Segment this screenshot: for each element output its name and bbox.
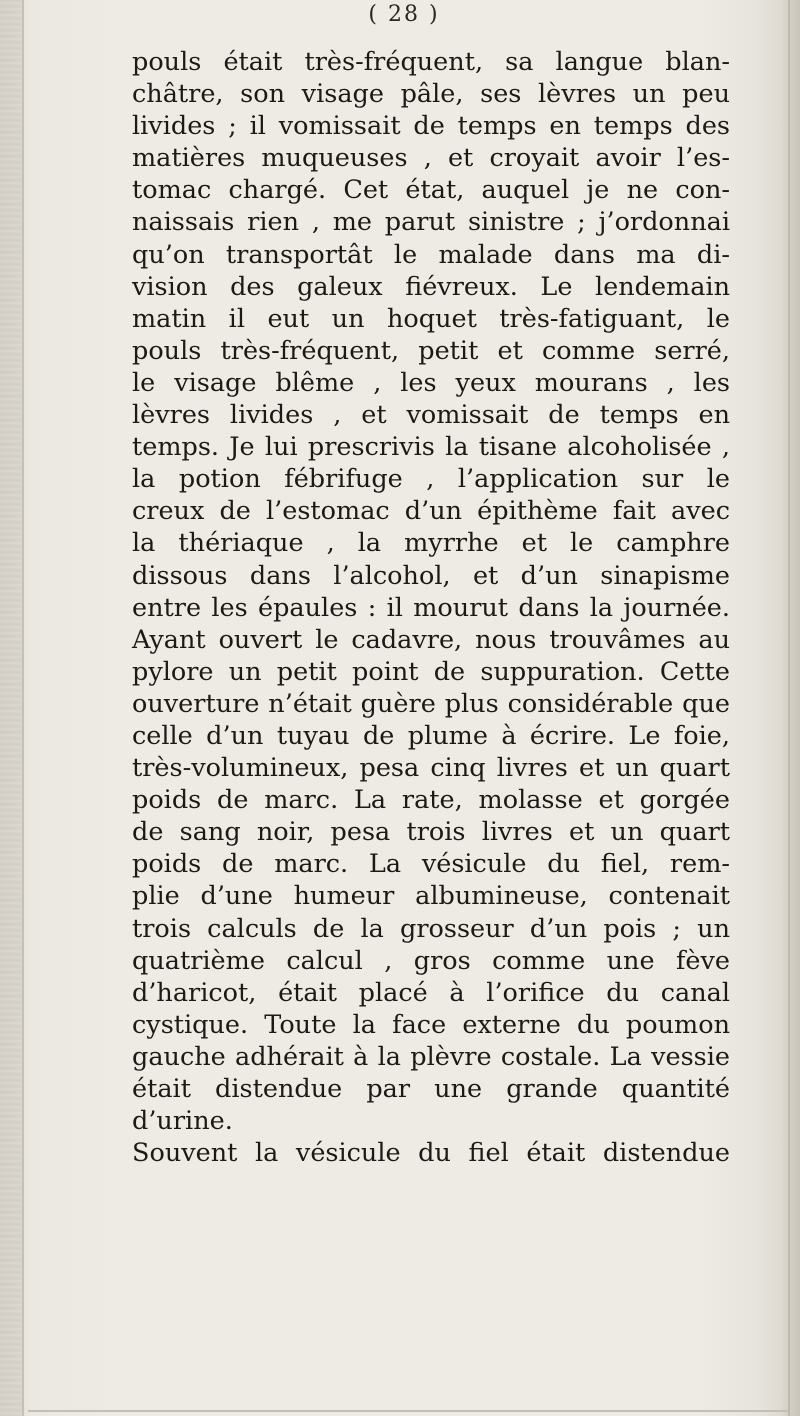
page-number-text: ( 28 ) xyxy=(368,2,440,27)
text-line: de sang noir, pesa trois livres et un quart xyxy=(132,817,730,848)
text-line: creux de l’estomac d’un épithème fait avec xyxy=(132,496,730,527)
page-binding-shadow xyxy=(0,0,24,1416)
text-line: pouls très-fréquent, petit et comme serré, xyxy=(132,335,730,366)
text-line: quatrième calcul , gros comme une fève xyxy=(132,945,730,976)
text-line: était distendue par une grande quantité xyxy=(132,1074,730,1104)
text-line: trois calculs de la grosseur d’un pois ; un xyxy=(132,913,730,944)
text-line: pouls était très-fréquent, sa langue blan- xyxy=(132,47,730,77)
text-line: gauche adhérait à la plèvre costale. La vessie xyxy=(132,1041,730,1072)
text-line: entre les épaules : il mourut dans la journée. xyxy=(132,592,730,623)
text-line: plie d’une humeur albumineuse, contenait xyxy=(132,881,730,912)
text-line: dissous dans l’alcohol, et d’un sinapisme xyxy=(132,560,730,591)
text-line: cystique. Toute la face externe du poumon xyxy=(132,1009,730,1040)
text-line: celle d’un tuyau de plume à écrire. Le foie, xyxy=(132,720,730,751)
page-bottom-edge xyxy=(28,1410,788,1412)
text-line: matières muqueuses , et croyait avoir l’es- xyxy=(132,143,730,174)
text-line: naissais rien , me parut sinistre ; j’ordonnai xyxy=(132,207,730,238)
text-line: qu’on transportât le malade dans ma di- xyxy=(132,239,730,270)
text-line: matin il eut un hoquet très-fatiguant, le xyxy=(132,303,730,334)
page-number xyxy=(0,2,800,27)
text-line: la thériaque , la myrrhe et le camphre xyxy=(132,528,730,559)
text-line: poids de marc. La rate, molasse et gorgée xyxy=(132,785,730,816)
page-edge xyxy=(782,0,800,1416)
text-line: poids de marc. La vésicule du fiel, rem- xyxy=(132,849,730,880)
text-line: d’haricot, était placé à l’orifice du canal xyxy=(132,977,730,1008)
text-line: d’urine. xyxy=(132,1106,233,1137)
text-line: très-volumineux, pesa cinq livres et un quart xyxy=(132,753,730,784)
text-line: Ayant ouvert le cadavre, nous trouvâmes au xyxy=(132,624,730,655)
text-line: châtre, son visage pâle, ses lèvres un peu xyxy=(132,79,730,110)
text-line: le visage blême , les yeux mourans , les xyxy=(132,367,730,398)
text-line: lèvres livides , et vomissait de temps en xyxy=(132,400,730,431)
text-line: livides ; il vomissait de temps en temps des xyxy=(132,111,730,142)
text-line: temps. Je lui prescrivis la tisane alcoholisée , xyxy=(132,432,730,463)
text-line: la potion fébrifuge , l’application sur le xyxy=(132,464,730,495)
body-text xyxy=(132,46,730,1169)
text-line: vision des galeux fiévreux. Le lendemain xyxy=(132,271,730,302)
text-line: pylore un petit point de suppuration. Cette xyxy=(132,656,730,687)
text-line: Souvent la vésicule du fiel était distendue xyxy=(132,1138,730,1169)
text-line: tomac chargé. Cet état, auquel je ne con- xyxy=(132,175,730,206)
text-line: ouverture n’était guère plus considérable que xyxy=(132,688,730,719)
